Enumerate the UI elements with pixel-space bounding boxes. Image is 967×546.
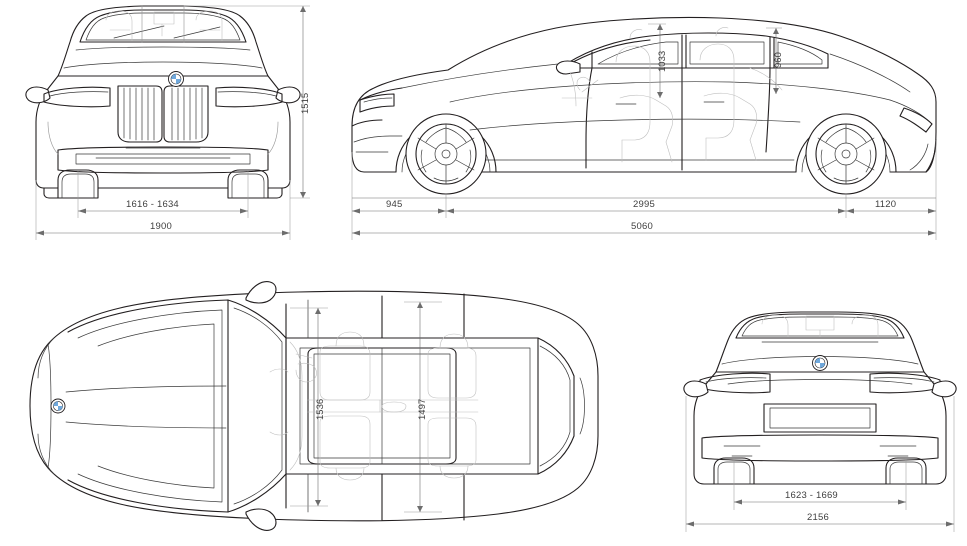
front-view bbox=[14, 2, 314, 252]
bmw-roundel-rear bbox=[813, 356, 828, 371]
side-view bbox=[330, 2, 960, 252]
rear-track-label: 1623 - 1669 bbox=[785, 490, 838, 501]
side-wheelbase-label: 2995 bbox=[633, 199, 655, 210]
side-front-headroom-label: 1033 bbox=[657, 50, 668, 72]
front-width-label: 1900 bbox=[150, 221, 172, 232]
side-rear-overhang-label: 1120 bbox=[875, 199, 897, 210]
front-height-label: 1515 bbox=[300, 92, 311, 114]
top-front-shoulder-label: 1536 bbox=[315, 398, 326, 420]
front-track-dimension bbox=[78, 170, 248, 218]
rear-view-drawing bbox=[652, 288, 962, 544]
bmw-roundel-front bbox=[169, 72, 184, 87]
top-view bbox=[8, 272, 628, 544]
side-view-drawing bbox=[330, 2, 960, 252]
rear-width-mirrors-label: 2156 bbox=[807, 512, 829, 523]
bmw-roundel-top bbox=[51, 399, 65, 413]
side-front-overhang-label: 945 bbox=[386, 199, 403, 210]
side-rear-headroom-label: 960 bbox=[773, 52, 784, 68]
side-length-label: 5060 bbox=[631, 221, 653, 232]
front-view-drawing bbox=[14, 2, 314, 252]
rear-view bbox=[652, 288, 962, 544]
front-track-label: 1616 - 1634 bbox=[126, 199, 179, 210]
top-rear-shoulder-label: 1497 bbox=[417, 398, 428, 420]
